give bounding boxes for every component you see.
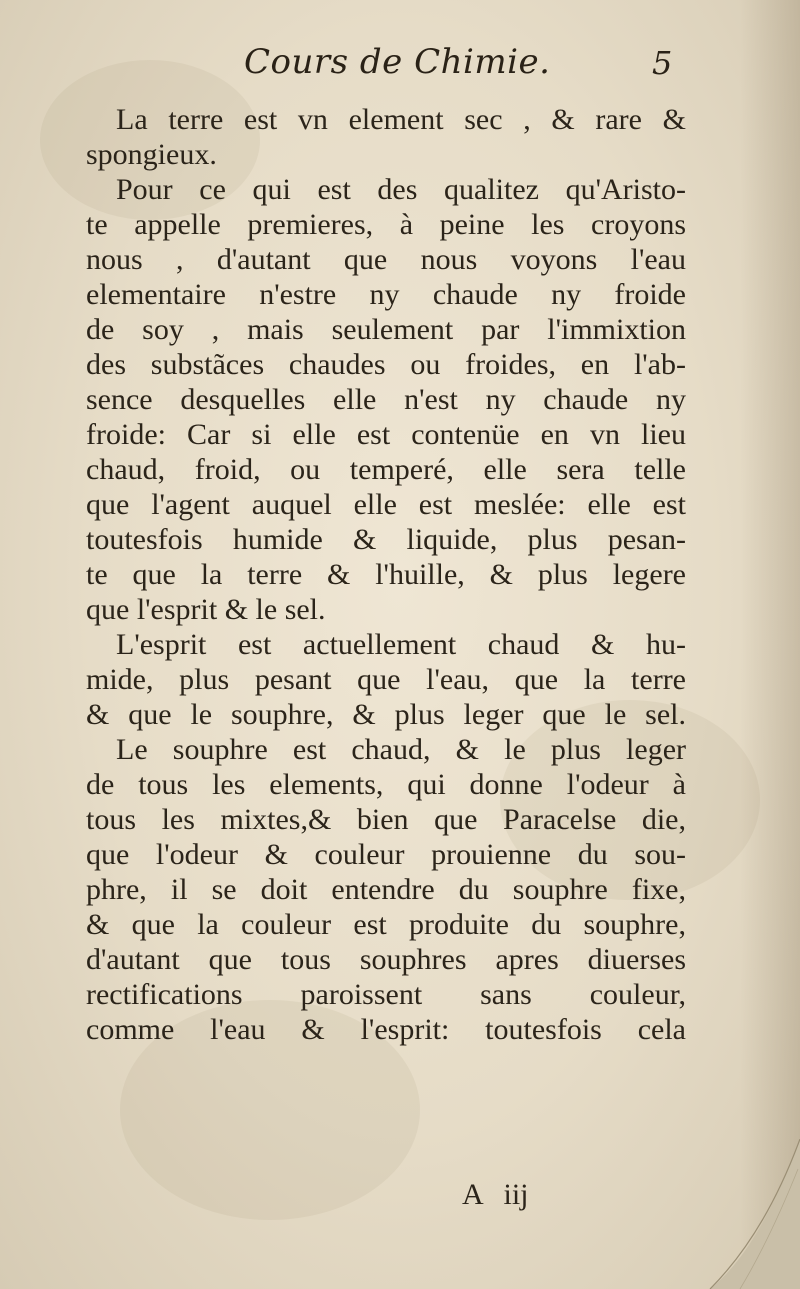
text-line: elementaire n'estre ny chaude ny froide (86, 278, 686, 311)
page-number: 5 (652, 44, 673, 82)
text-line: des substãces chaudes ou froides, en l'ab- (86, 348, 686, 381)
text-line: tous les mixtes,& bien que Paracelse die, (86, 803, 686, 836)
text-line: La terre est vn element sec , & rare & (116, 103, 686, 136)
text-line: rectifications paroissent sans couleur, (86, 978, 686, 1011)
text-line: & que le souphre, & plus leger que le sel. (86, 698, 686, 731)
page-edge-shadow (740, 0, 800, 1289)
text-line: phre, il se doit entendre du souphre fixe, (86, 873, 686, 906)
text-line: nous , d'autant que nous voyons l'eau (86, 243, 686, 276)
text-line: Le souphre est chaud, & le plus leger (116, 733, 686, 766)
text-line: & que la couleur est produite du souphre, (86, 908, 686, 941)
text-line: toutesfois humide & liquide, plus pesan- (86, 523, 686, 556)
text-line: comme l'eau & l'esprit: toutesfois cela (86, 1013, 686, 1046)
text-line: L'esprit est actuellement chaud & hu- (116, 628, 686, 661)
body-text (86, 102, 686, 1047)
page-header (0, 42, 800, 92)
text-line: spongieux. (86, 138, 217, 171)
text-line: chaud, froid, ou temperé, elle sera telle (86, 453, 686, 486)
text-line: que l'odeur & couleur prouienne du sou- (86, 838, 686, 871)
text-line: froide: Car si elle est contenüe en vn lieu (86, 418, 686, 451)
page-curl-decoration (670, 1139, 800, 1289)
running-title: Cours de Chimie. (244, 42, 551, 82)
text-line: te appelle premieres, à peine les croyons (86, 208, 686, 241)
text-line: sence desquelles elle n'est ny chaude ny (86, 383, 686, 416)
text-line: d'autant que tous souphres apres diuerses (86, 943, 686, 976)
text-line: Pour ce qui est des qualitez qu'Aristo- (116, 173, 686, 206)
text-line: que l'agent auquel elle est meslée: elle est (86, 488, 686, 521)
signature-mark: A iij (462, 1178, 529, 1211)
text-line: te que la terre & l'huille, & plus legere (86, 558, 686, 591)
text-line: de soy , mais seulement par l'immixtion (86, 313, 686, 346)
text-line: de tous les elements, qui donne l'odeur à (86, 768, 686, 801)
text-line: mide, plus pesant que l'eau, que la terre (86, 663, 686, 696)
text-line: que l'esprit & le sel. (86, 593, 326, 626)
